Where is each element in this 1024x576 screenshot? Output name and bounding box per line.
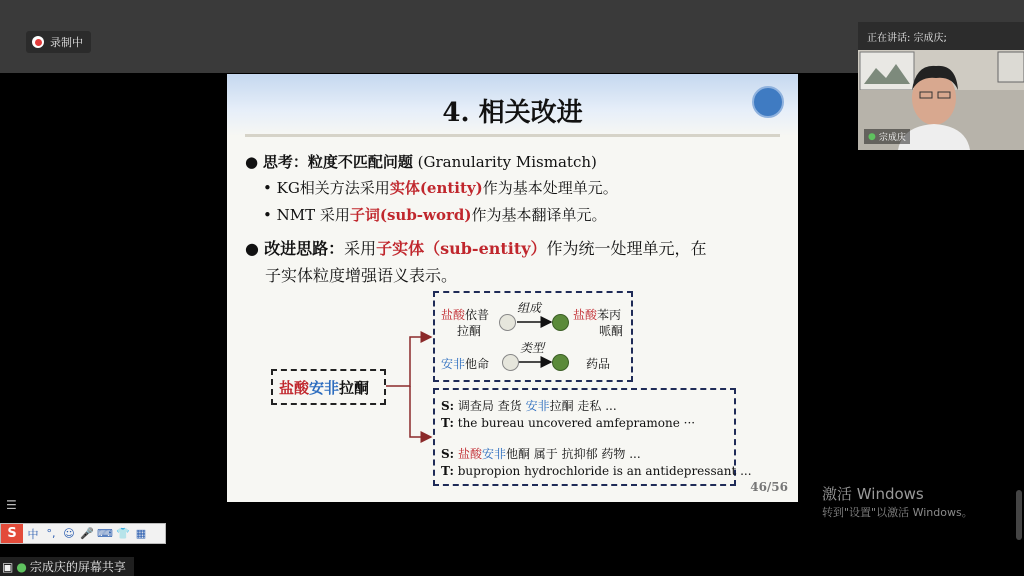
s1-label: S: [441,399,455,413]
bullet2-b: 采用 [344,239,377,258]
speaker-video[interactable] [858,50,1024,150]
ime-menu-icon[interactable]: ▦ [135,527,147,540]
speaker-name-tag [864,129,910,144]
s2-c: 安非 [481,447,506,461]
bullet2-d: 作为统一处理单元，在 [546,239,707,258]
sub2-c: 作为基本翻译单元。 [471,206,607,224]
recording-indicator[interactable] [26,31,91,53]
sub1-a: • KG相关方法采用 [263,179,390,197]
example-t2 [441,464,752,478]
ime-voice-icon[interactable]: 🎤 [80,527,94,540]
kg-node-source [499,314,516,331]
s1-c: 拉酮 走私 ... [549,399,617,413]
mic-icon: ● [868,131,876,142]
shared-slide [227,74,798,502]
ime-skin-icon[interactable]: 👕 [116,527,130,540]
ime-chinese-mode[interactable]: 中 [27,527,39,541]
recording-label: 录制中 [50,36,83,49]
ime-keyboard-icon[interactable]: ⌨ [97,527,113,540]
slide-page-number: 46/56 [750,480,788,494]
sub1-b: 实体(entity) [389,179,483,197]
speaker-bar [858,22,1024,50]
kg-r1-left-red: 盐酸 [441,308,466,322]
s1-b: 安非 [525,399,550,413]
bullet1-en: (Granularity Mismatch) [412,153,597,171]
ime-punctuation-icon[interactable]: °, [46,527,56,540]
share-text: 宗成庆的屏幕共享 [29,560,126,574]
kg-node-target2 [552,354,569,371]
s2-label: S: [441,447,455,461]
t1-text: the bureau uncovered amfepramone ··· [453,416,696,430]
kg-r2-left-rest: 他命 [465,357,490,371]
ime-emoji-icon[interactable]: ☺ [63,527,75,540]
mic-icon: ● [16,559,27,574]
kg-r1-right-rest: 苯丙 [597,308,622,322]
t2-text: bupropion hydrochloride is an antidepressant ... [453,464,752,478]
t2-label: T: [441,464,454,478]
list-icon[interactable]: ☰ [6,498,17,512]
kg-r1-left-rest: 依普 [465,308,490,322]
activate-windows-subtitle: 转到"设置"以激活 Windows。 [822,506,973,519]
kg-row1-left-line2: 拉酮 [457,324,482,338]
sub1-c: 作为基本处理单元。 [482,179,618,197]
kg-node-source2 [502,354,519,371]
side-scrollbar[interactable] [1016,490,1022,540]
activate-windows-title: 激活 Windows [822,485,924,503]
bullet2-line2: 子实体粒度增强语义表示。 [265,266,458,285]
example-t1 [441,416,695,430]
sub2-a: • NMT 采用 [263,206,350,224]
kg-row2-right: 药品 [586,357,611,371]
bullet-dot-icon: ● [245,153,259,171]
bullet2-a: 改进思路： [264,239,345,258]
s2-d: 他酮 属于 抗抑郁 药物 ... [505,447,641,461]
entity-part2: 安非 [309,379,340,397]
kg-r2-left-blue: 安非 [441,357,466,371]
sub2-b: 子词(sub-word) [349,206,472,224]
bullet1-text: 思考：粒度不匹配问题 [262,153,413,171]
s1-a: 调查局 查货 [454,399,526,413]
s2-b: 盐酸 [457,447,482,461]
record-icon [32,36,44,48]
bullet2-c: 子实体（sub-entity） [376,239,547,258]
ime-toolbar[interactable] [0,523,166,544]
kg-row1-right [573,306,621,323]
sogou-logo-icon[interactable]: S [1,524,23,543]
entity-part1: 盐酸 [279,379,310,397]
screen-icon: ▣ [2,559,14,574]
kg-node-target [552,314,569,331]
kg-relation-type: 类型 [520,341,545,355]
kg-row1-right-line2: 哌酮 [599,324,624,338]
slide-title: 4. 相关改进 [442,98,583,128]
speaker-label: 正在讲话: 宗成庆; [867,33,947,44]
screen-share-label[interactable] [0,557,134,576]
kg-row1-left [441,306,489,323]
kg-r1-right-red: 盐酸 [573,308,598,322]
t1-label: T: [441,416,454,430]
speaker-name: 宗成庆 [878,133,906,143]
example-s2 [441,445,641,462]
kg-relation-compose: 组成 [517,301,542,315]
example-s1 [441,397,617,414]
kg-row2-left [441,355,489,372]
entity-part3: 拉酮 [339,379,370,397]
bullet-dot-icon: ● [245,239,259,258]
